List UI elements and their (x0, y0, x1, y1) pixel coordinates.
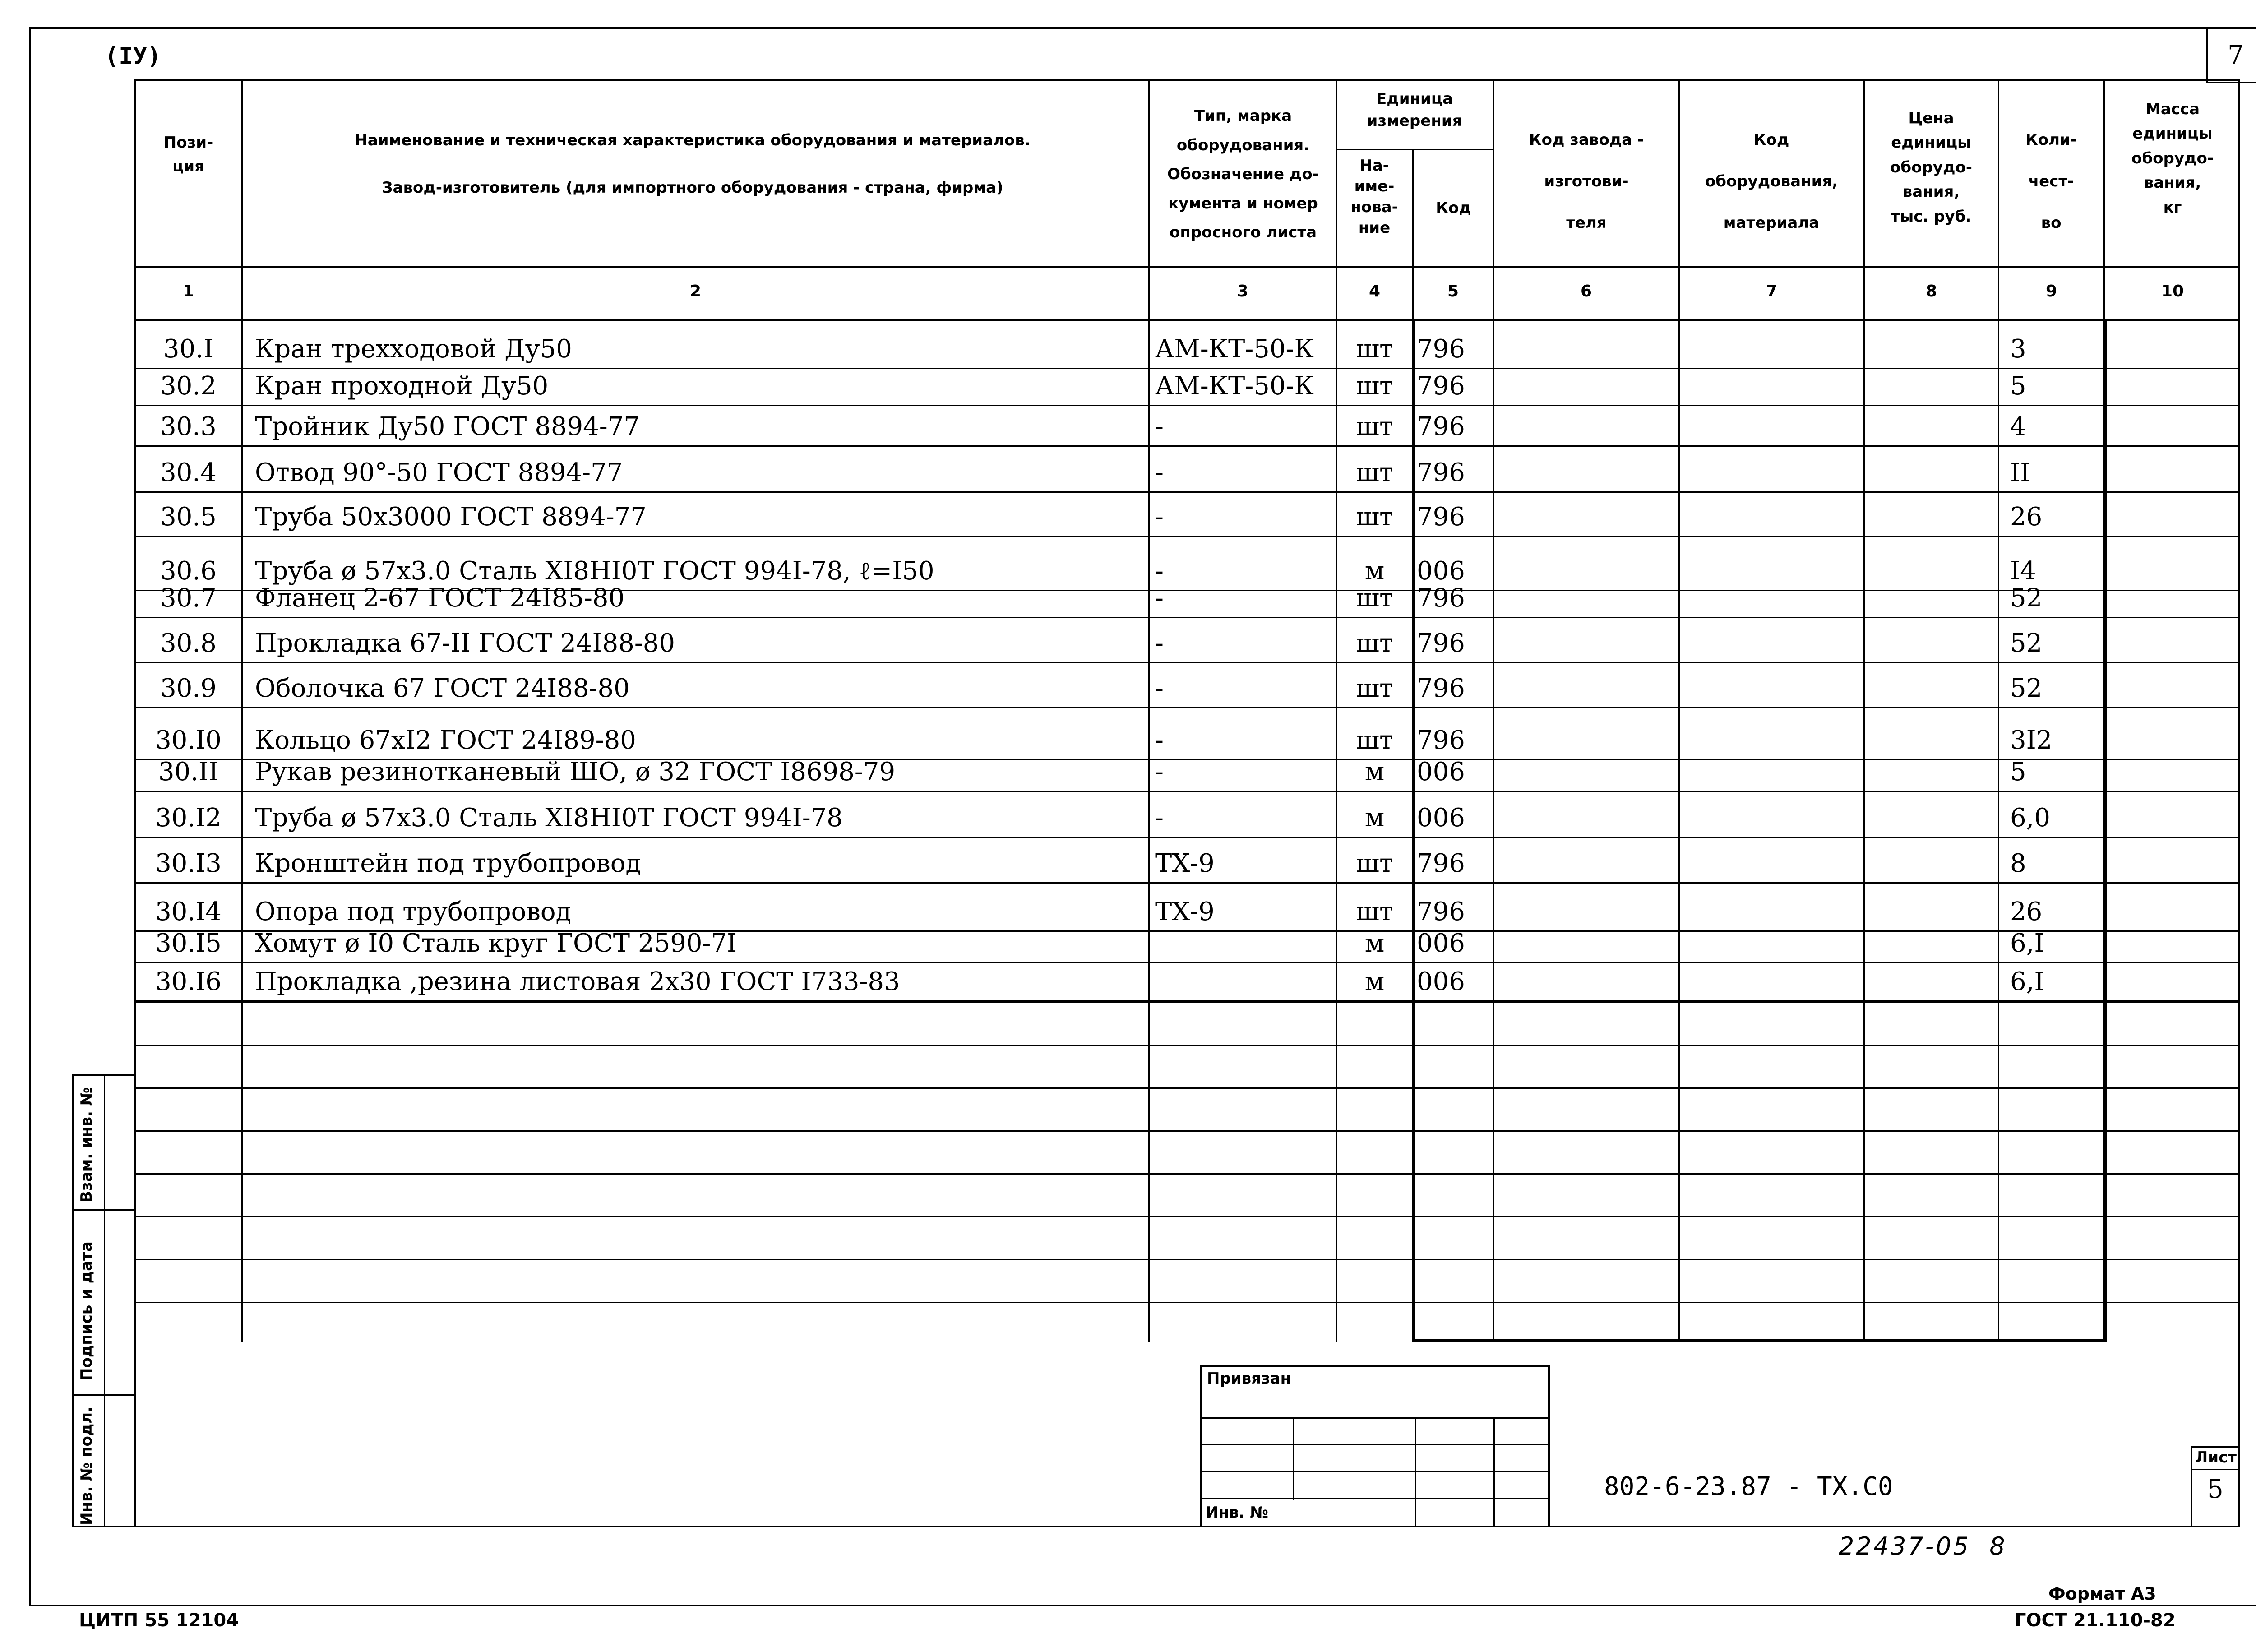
row-position: 30.I (163, 334, 214, 364)
row-unit: шт (1355, 629, 1394, 658)
colnum-5: 5 (1447, 282, 1459, 301)
row-type: АМ-КТ-50-К (1155, 371, 1314, 401)
row-type: - (1155, 803, 1164, 833)
header-position: Пози- ция (163, 134, 213, 176)
stamp-grid-v3 (1493, 1417, 1495, 1527)
table-row-line (134, 882, 2240, 884)
side-label-replace-inv: Взам. инв. № (78, 1087, 96, 1203)
row-name: Хомут ø I0 Сталь круг ГОСТ 2590-7I (255, 929, 737, 958)
col-line-5 (1493, 79, 1494, 1342)
row-quantity: I4 (2010, 556, 2036, 586)
row-quantity: 8 (2010, 849, 2026, 878)
sheet-number: 5 (2207, 1475, 2224, 1504)
row-unit-code: 796 (1417, 897, 1465, 926)
row-name: Труба ø 57х3.0 Сталь XI8HI0T ГОСТ 994I-78, ℓ=I50 (255, 556, 934, 586)
table-row-line (134, 791, 2240, 792)
row-unit-code: 796 (1417, 502, 1465, 532)
document-code: 802-6-23.87 - ТХ.С0 (1604, 1472, 1893, 1501)
header-name-line1: Наименование и техническая характеристика оборудования и материалов. (355, 131, 1031, 149)
row-type: ТХ-9 (1155, 897, 1215, 926)
row-name: Фланец 2-67 ГОСТ 24I85-80 (255, 583, 625, 613)
empty-row-line (134, 1087, 2240, 1089)
col-line-1 (241, 79, 243, 1342)
row-type: - (1155, 629, 1164, 658)
row-position: 30.4 (160, 458, 217, 487)
row-unit: шт (1355, 458, 1394, 487)
header-quantity: Коли- чест- во (2025, 131, 2077, 232)
row-quantity: 52 (2010, 674, 2043, 703)
row-unit-code: 796 (1417, 458, 1465, 487)
row-quantity: 6,I (2010, 929, 2044, 958)
row-position: 30.2 (160, 371, 217, 401)
format-label: Формат А3 (2048, 1584, 2156, 1604)
table-row-line (134, 962, 2240, 963)
row-unit: шт (1355, 371, 1394, 401)
row-unit-code: 796 (1417, 629, 1465, 658)
row-unit: м (1364, 556, 1385, 586)
row-position: 30.3 (160, 412, 217, 441)
colnum-6: 6 (1580, 282, 1592, 301)
side-strip-line-2 (72, 1394, 136, 1396)
empty-row-line (134, 1002, 2240, 1003)
header-plant-code: Код завода - изготови- теля (1529, 131, 1644, 232)
row-quantity: 52 (2010, 583, 2043, 613)
header-unit-name: На- име- нова- ние (1350, 157, 1398, 237)
handwritten-number: 22437-05 8 (1839, 1532, 2007, 1560)
row-type: ТХ-9 (1155, 849, 1215, 878)
row-type: - (1155, 726, 1164, 755)
row-type: - (1155, 556, 1164, 586)
row-unit: шт (1355, 334, 1394, 364)
citp-footer: ЦИТП 55 12104 (79, 1610, 239, 1631)
row-unit: шт (1355, 502, 1394, 532)
stamp-grid-v1 (1293, 1417, 1294, 1500)
header-unit-code: Код (1436, 199, 1471, 217)
empty-row-line (134, 1130, 2240, 1132)
row-name: Отвод 90°-50 ГОСТ 8894-77 (255, 458, 623, 487)
row-unit-code: 796 (1417, 726, 1465, 755)
row-unit-code: 796 (1417, 371, 1465, 401)
colnum-7: 7 (1766, 282, 1778, 301)
row-unit-code: 006 (1417, 556, 1465, 586)
row-type: - (1155, 757, 1164, 787)
row-quantity: 5 (2010, 371, 2026, 401)
row-unit-code: 796 (1417, 849, 1465, 878)
col-line-3 (1336, 79, 1337, 1342)
privyazan-label: Привязан (1207, 1370, 1291, 1388)
row-position: 30.8 (160, 629, 217, 658)
empty-row-line (134, 1259, 2240, 1260)
table-row-line (134, 405, 2240, 406)
row-quantity: 6,I (2010, 967, 2044, 996)
row-quantity: 5 (2010, 757, 2026, 787)
table-row-line (134, 445, 2240, 447)
row-position: 30.I2 (155, 803, 222, 833)
header-unit-group: Единица измерения (1367, 90, 1462, 130)
colnum-3: 3 (1237, 282, 1248, 301)
row-unit-code: 796 (1417, 334, 1465, 364)
row-position: 30.I5 (155, 929, 222, 958)
table-row-line (134, 617, 2240, 618)
col-line-2 (1148, 79, 1150, 1342)
row-position: 30.II (158, 757, 219, 787)
table-row-line (134, 837, 2240, 838)
row-name: Труба 50х3000 ГОСТ 8894-77 (255, 502, 647, 532)
row-type: АМ-КТ-50-К (1155, 334, 1314, 364)
stamp-grid-h2 (1200, 1471, 1550, 1472)
row-quantity: 3I2 (2010, 726, 2053, 755)
row-unit-code: 006 (1417, 967, 1465, 996)
row-unit: м (1364, 757, 1385, 787)
row-position: 30.9 (160, 674, 217, 703)
row-unit-code: 796 (1417, 583, 1465, 613)
stamp-grid-h3 (1200, 1498, 1550, 1499)
row-unit-code: 006 (1417, 757, 1465, 787)
row-name: Кран трехходовой Ду50 (255, 334, 572, 364)
row-name: Прокладка ,резина листовая 2х30 ГОСТ I733-83 (255, 967, 900, 996)
sheet-box-line (2191, 1469, 2240, 1470)
row-unit-code: 006 (1417, 929, 1465, 958)
empty-row-line (134, 1173, 2240, 1175)
row-position: 30.7 (160, 583, 217, 613)
table-row-line (134, 707, 2240, 708)
colnum-1: 1 (182, 282, 194, 301)
row-position: 30.I4 (155, 897, 222, 926)
colnum-bottom-line (134, 319, 2240, 321)
col-line-8 (1998, 79, 1999, 1342)
sheet-top-left-mark: (IУ) (105, 43, 162, 70)
stamp-grid-v2 (1415, 1417, 1416, 1527)
row-position: 30.6 (160, 556, 217, 586)
side-strip-divider (104, 1074, 105, 1527)
table-row-line (134, 536, 2240, 537)
row-unit: м (1364, 967, 1385, 996)
col-line-7 (1863, 79, 1865, 1342)
row-type: - (1155, 583, 1164, 613)
empty-row-line (134, 1216, 2240, 1217)
row-quantity: 26 (2010, 502, 2043, 532)
row-position: 30.I3 (155, 849, 222, 878)
row-name: Кронштейн под трубопровод (255, 849, 641, 878)
row-name: Прокладка 67-II ГОСТ 24I88-80 (255, 629, 675, 658)
empty-row-line (134, 1045, 2240, 1046)
sheet-label: Лист (2195, 1448, 2237, 1467)
inv-no-label: Инв. № (1206, 1504, 1269, 1522)
header-bottom-line (134, 266, 2240, 268)
col-line-6 (1678, 79, 1680, 1342)
side-strip-line-1 (72, 1209, 136, 1211)
row-position: 30.5 (160, 502, 217, 532)
row-unit: шт (1355, 897, 1394, 926)
row-type: - (1155, 458, 1164, 487)
row-unit: шт (1355, 583, 1394, 613)
row-type: - (1155, 502, 1164, 532)
row-unit: шт (1355, 412, 1394, 441)
table-row-line (134, 368, 2240, 369)
side-label-inv-podl: Инв. № подл. (78, 1406, 96, 1525)
body-bold-bottom (1412, 1339, 2107, 1342)
unit-group-line (1336, 149, 1493, 150)
header-type: Тип, марка оборудования. Обозначение до- кумента и номер опросного листа (1167, 107, 1319, 242)
sheet-top-right-number: 7 (2228, 41, 2244, 70)
row-unit-code: 796 (1417, 674, 1465, 703)
row-name: Опора под трубопровод (255, 897, 572, 926)
row-quantity: II (2010, 458, 2030, 487)
row-unit-code: 796 (1417, 412, 1465, 441)
table-row-line (134, 662, 2240, 663)
stamp-grid-h1 (1200, 1444, 1550, 1445)
header-equipment-code: Код оборудования, материала (1705, 131, 1838, 232)
row-quantity: 52 (2010, 629, 2043, 658)
colnum-8: 8 (1925, 282, 1937, 301)
colnum-9: 9 (2045, 282, 2057, 301)
table-row-line (134, 491, 2240, 493)
row-name: Труба ø 57х3.0 Сталь XI8HI0T ГОСТ 994I-78 (255, 803, 843, 833)
row-unit: шт (1355, 849, 1394, 878)
row-name: Тройник Ду50 ГОСТ 8894-77 (255, 412, 640, 441)
row-name: Кран проходной Ду50 (255, 371, 549, 401)
header-name-line2: Завод-изготовитель (для импортного оборудования - страна, фирма) (382, 179, 1003, 197)
row-quantity: 4 (2010, 412, 2026, 441)
header-mass: Масса единицы оборудо- вания, кг (2131, 100, 2214, 217)
row-position: 30.I0 (155, 726, 222, 755)
row-unit: м (1364, 929, 1385, 958)
row-position: 30.I6 (155, 967, 222, 996)
empty-row-line (134, 1302, 2240, 1303)
row-quantity: 26 (2010, 897, 2043, 926)
header-price: Цена единицы оборудо- вания, тыс. руб. (1890, 109, 1972, 226)
row-quantity: 6,0 (2010, 803, 2051, 833)
gost-footer: ГОСТ 21.110-82 (2015, 1610, 2176, 1631)
colnum-4: 4 (1368, 282, 1381, 301)
row-name: Оболочка 67 ГОСТ 24I88-80 (255, 674, 630, 703)
row-type: - (1155, 674, 1164, 703)
colnum-10: 10 (2161, 282, 2184, 301)
row-unit: шт (1355, 726, 1394, 755)
col-line-9-bold (2103, 319, 2107, 1342)
row-unit-code: 006 (1417, 803, 1465, 833)
row-unit: шт (1355, 674, 1394, 703)
row-quantity: 3 (2010, 334, 2026, 364)
col-line-4-bold (1412, 319, 1415, 1342)
row-type: - (1155, 412, 1164, 441)
row-name: Рукав резинотканевый ШО, ø 32 ГОСТ I8698-79 (255, 757, 896, 787)
row-name: Кольцо 67хI2 ГОСТ 24I89-80 (255, 726, 636, 755)
side-label-sign-date: Подпись и дата (78, 1241, 96, 1381)
row-unit: м (1364, 803, 1385, 833)
colnum-2: 2 (689, 282, 702, 301)
